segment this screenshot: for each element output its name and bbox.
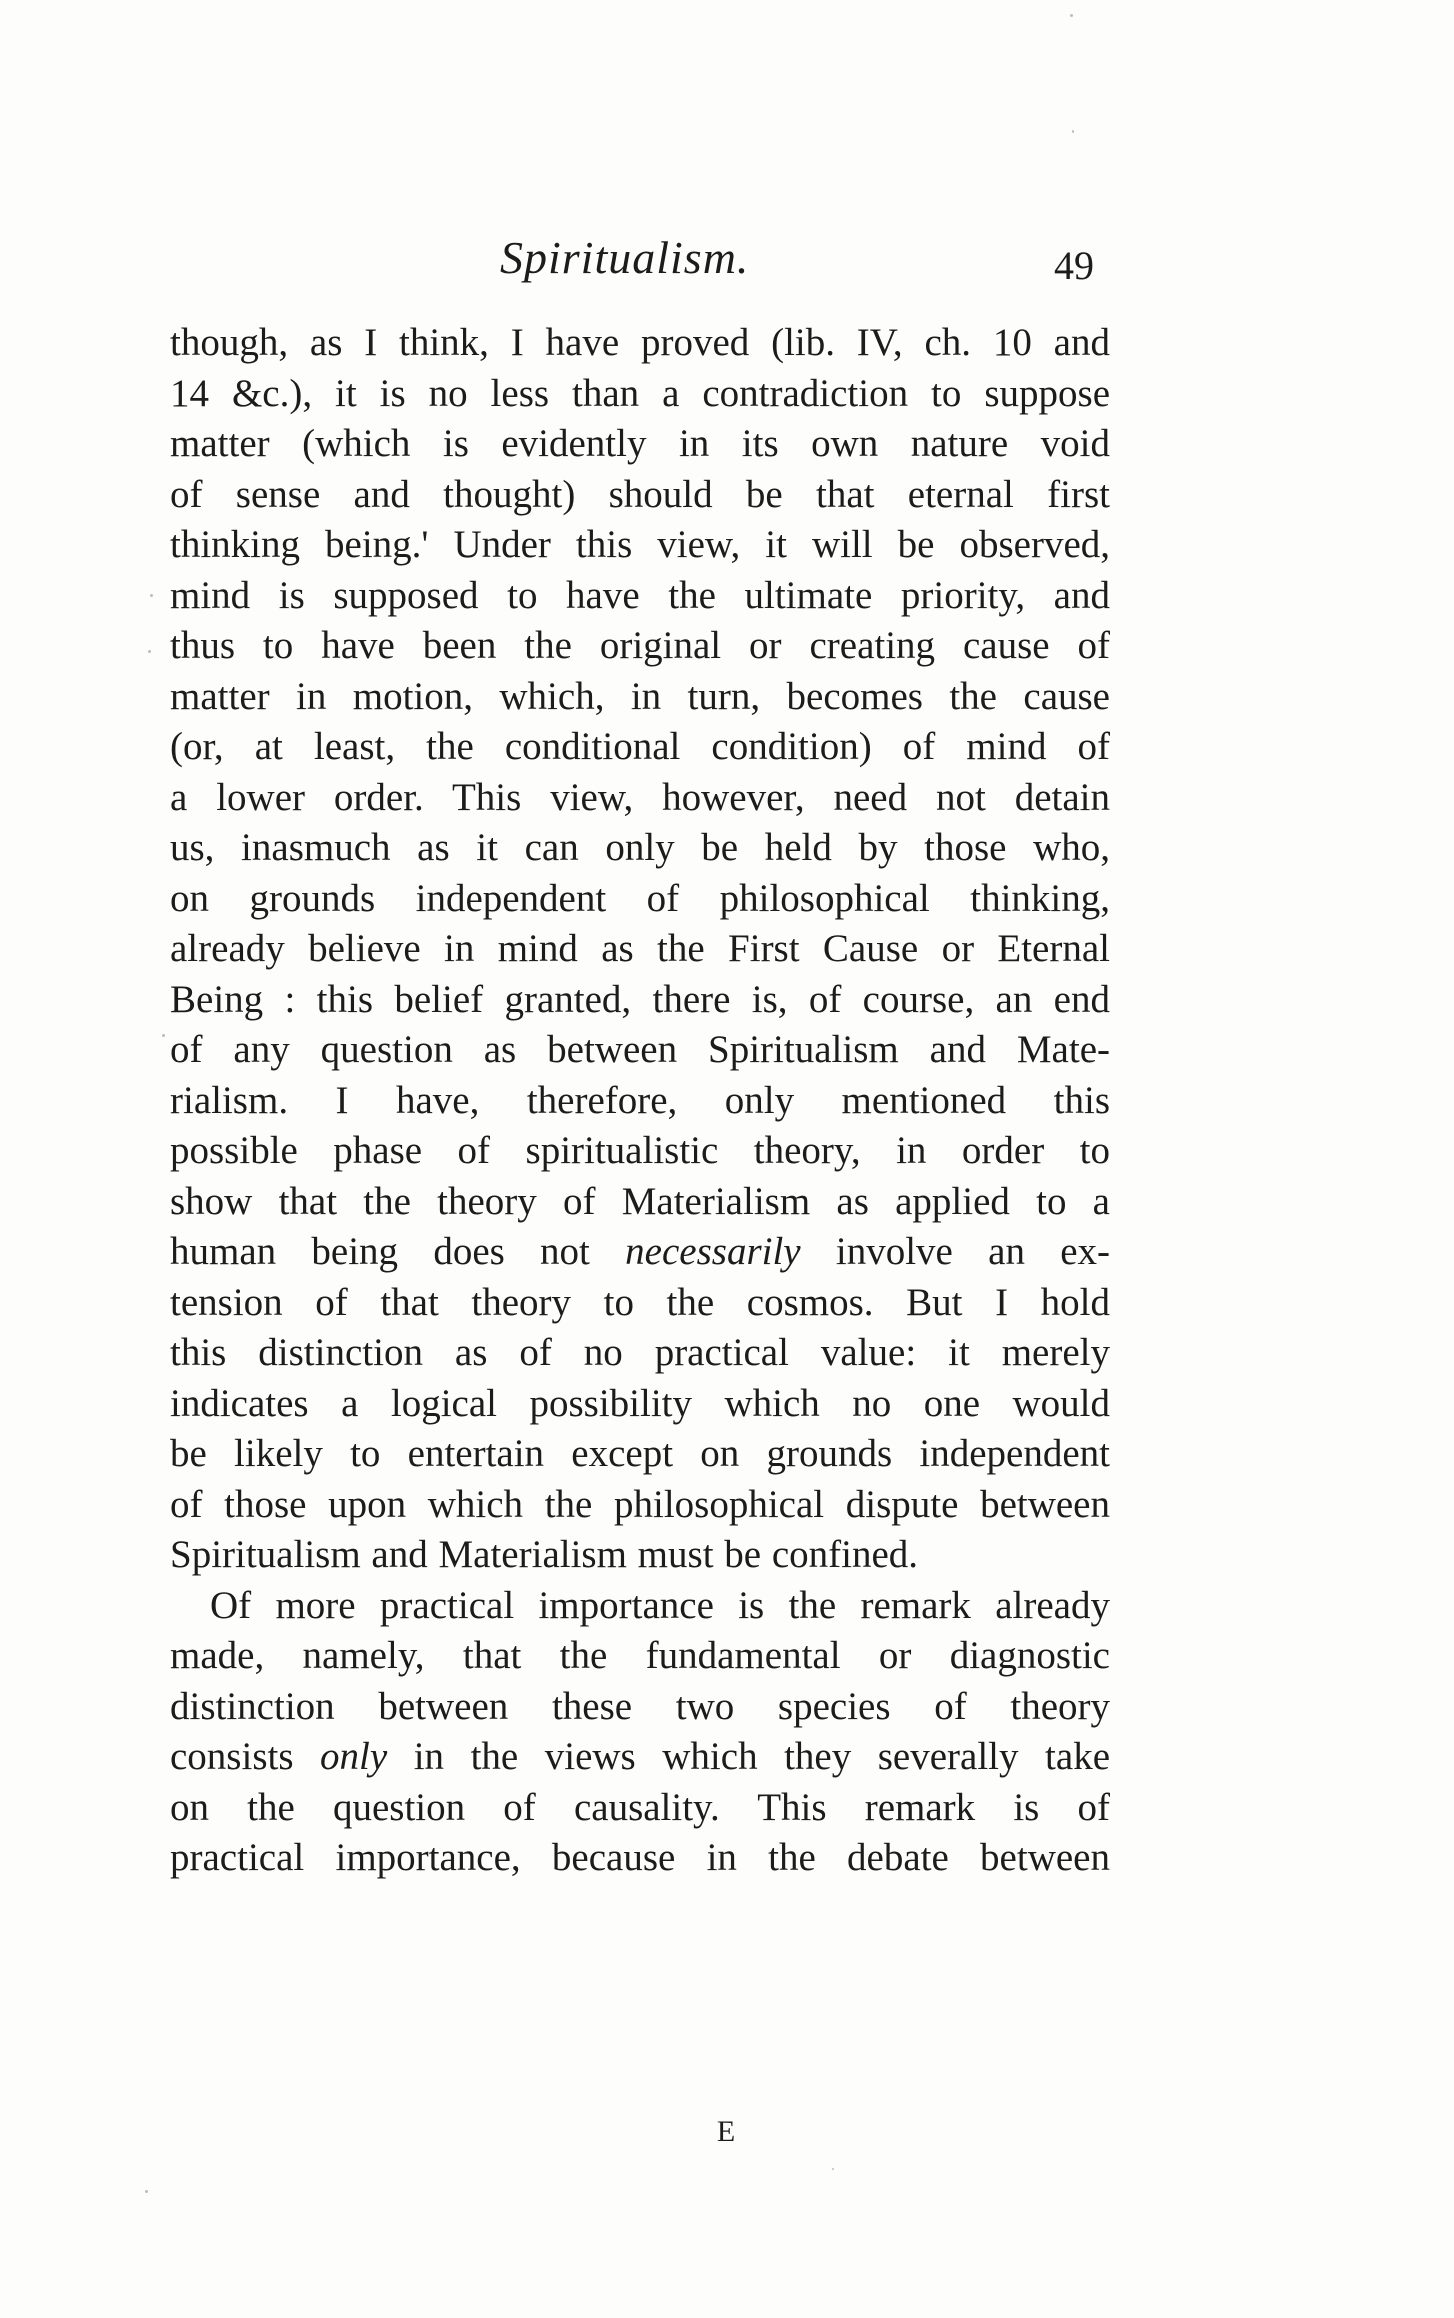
text-line: Of more practical importance is the remark already (210, 1583, 1110, 1627)
text-line: this distinction as of no practical value: it merely (170, 1331, 1110, 1374)
text-line: distinction between these two species of theory (170, 1684, 1110, 1728)
text-line: on grounds independent of philosophical thinking, (170, 876, 1110, 920)
text-line: (or, at least, the conditional condition) of mind of (170, 725, 1110, 768)
text-line: 14 &c.), it is no less than a contradiction to suppose (170, 371, 1110, 415)
text-line: thinking being.' Under this view, it will be observed, (170, 523, 1110, 566)
scan-speck (162, 1034, 165, 1037)
text-line: of those upon which the philosophical dispute between (170, 1482, 1110, 1526)
scan-speck (1072, 130, 1074, 133)
text-line: mind is supposed to have the ultimate priority, and (170, 573, 1110, 617)
text-line: us, inasmuch as it can only be held by those who, (170, 826, 1110, 869)
running-title: Spiritualism. (500, 232, 750, 283)
text-line: matter (which is evidently in its own nature void (170, 422, 1110, 465)
text-line: show that the theory of Materialism as applied to a (170, 1179, 1110, 1223)
text-line: of sense and thought) should be that eternal first (170, 472, 1110, 516)
running-head (0, 228, 1454, 288)
text-run: consists (170, 1735, 321, 1778)
text-line: of any question as between Spiritualism and Mate- (170, 1028, 1110, 1071)
text-line: tension of that theory to the cosmos. But I hold (170, 1280, 1110, 1324)
text-line: a lower order. This view, however, need not detain (170, 775, 1110, 819)
text-line: be likely to entertain except on grounds independent (170, 1432, 1110, 1475)
text-line: possible phase of spiritualistic theory, in order to (170, 1129, 1110, 1172)
text-line: already believe in mind as the First Cause or Eternal (170, 927, 1110, 970)
italic-text: necessarily (625, 1230, 801, 1273)
text-line: matter in motion, which, in turn, becomes the cause (170, 674, 1110, 718)
text-line: practical importance, because in the debate between (170, 1836, 1110, 1879)
text-run: human being does not (170, 1230, 626, 1273)
text-line: Spiritualism and Materialism must be confined. (170, 1533, 919, 1576)
text-run: involve an ex- (800, 1230, 1110, 1273)
scan-speck (1070, 14, 1073, 17)
text-line: on the question of causality. This remark is of (170, 1785, 1110, 1829)
signature-mark: E (716, 2115, 738, 2148)
text-line: indicates a logical possibility which no one would (170, 1381, 1110, 1425)
scan-speck (145, 2190, 148, 2193)
text-line: though, as I think, I have proved (lib. IV, ch. 10 and (170, 321, 1110, 364)
scan-speck (148, 650, 151, 653)
text-line (170, 1227, 1110, 1278)
body-text (170, 318, 1110, 1884)
text-run: in the views which they severally take (387, 1735, 1110, 1778)
text-line (170, 1732, 1110, 1783)
page-number: 49 (1054, 243, 1094, 288)
text-line: rialism. I have, therefore, only mentioned this (170, 1078, 1110, 1122)
scan-speck (150, 594, 153, 597)
text-line: Being : this belief granted, there is, of course, an end (170, 977, 1110, 1021)
text-line: thus to have been the original or creating cause of (170, 624, 1110, 667)
scan-speck (832, 2168, 834, 2170)
text-line: made, namely, that the fundamental or diagnostic (170, 1634, 1110, 1677)
italic-text: only (320, 1735, 388, 1778)
